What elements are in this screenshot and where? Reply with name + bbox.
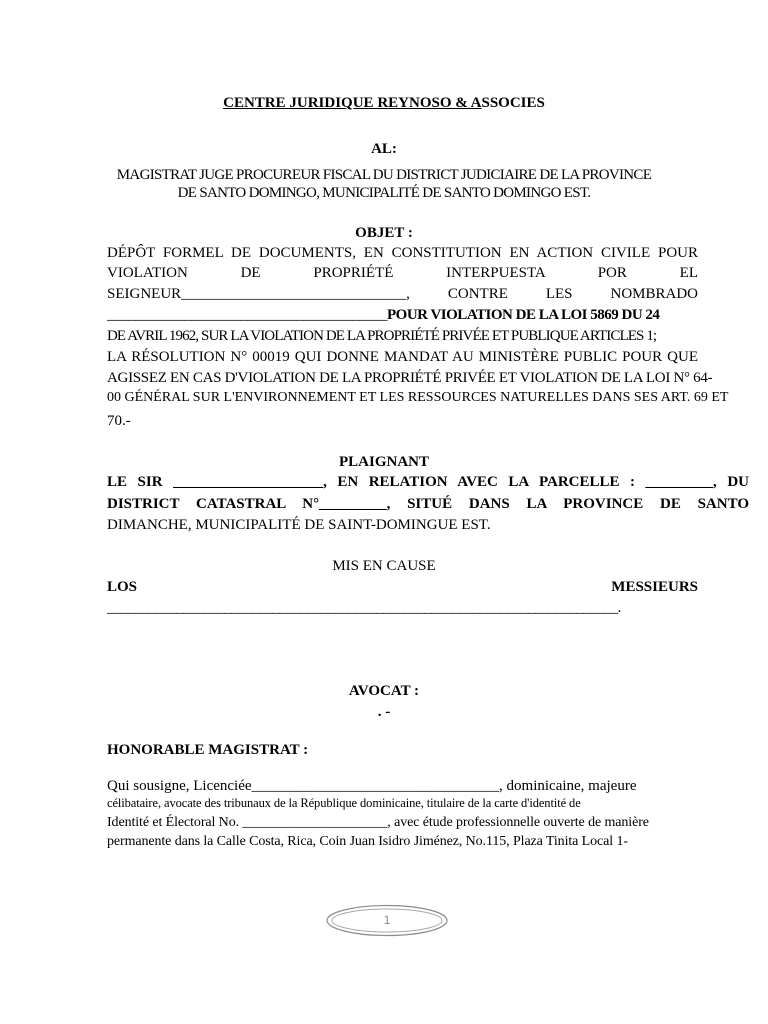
objet-label: OBJET : bbox=[355, 225, 413, 241]
plaignant-line-3: DIMANCHE, MUNICIPALITÉ DE SAINT-DOMINGUE EST. bbox=[107, 517, 491, 533]
plaignant-line-2: DISTRICT CATASTRAL N°_________, SITUÉ DANS LA PROVINCE DE SANTO bbox=[107, 496, 749, 512]
mis-en-cause-line-2: __________________________________________________________________________. bbox=[107, 600, 621, 616]
objet-line-9: 70.- bbox=[107, 413, 131, 429]
objet-law-reference: POUR VIOLATION DE LA LOI 5869 DU 24 bbox=[387, 307, 660, 323]
body-line-2: célibataire, avocate des tribunaux de la République dominicaine, titulaire de la carte d'identité de bbox=[107, 796, 581, 810]
document-title-underlined: CENTRE JURIDIQUE REYNOSO & A bbox=[223, 95, 482, 111]
mis-en-cause-line-1: LOS MESSIEURS bbox=[107, 579, 698, 595]
objet-line-2: VIOLATION DE PROPRIÉTÉ INTERPUESTA POR EL bbox=[107, 265, 698, 281]
objet-line-7: AGISSEZ EN CAS D'VIOLATION DE LA PROPRIÉTÉ PRIVÉE ET VIOLATION DE LA LOI N° 64- bbox=[107, 370, 713, 386]
plaignant-label: PLAIGNANT bbox=[338, 454, 429, 470]
objet-line-4 bbox=[107, 308, 659, 323]
document-title bbox=[0, 96, 768, 111]
avocat-value: . - bbox=[377, 704, 391, 720]
objet-blank-line: ________________________________________ bbox=[107, 307, 387, 323]
body-line-1: Qui sousigne, Licenciée_________________________________, dominicaine, majeure bbox=[107, 778, 637, 794]
objet-line-3: SEIGNEUR______________________________, CONTRE LES NOMBRADO bbox=[107, 286, 698, 302]
document-title-rest: SSOCIES bbox=[481, 95, 545, 111]
objet-line-1: DÉPÔT FORMEL DE DOCUMENTS, EN CONSTITUTION EN ACTION CIVILE POUR bbox=[107, 245, 698, 261]
body-line-4: permanente dans la Calle Costa, Rica, Coin Juan Isidro Jiménez, No.115, Plaza Tinita Local 1- bbox=[107, 834, 628, 849]
plaignant-line-1: LE SIR ____________________, EN RELATION AVEC LA PARCELLE : _________, DU bbox=[107, 474, 749, 490]
salutation: HONORABLE MAGISTRAT : bbox=[107, 742, 309, 758]
recipient-line-1: MAGISTRAT JUGE PROCUREUR FISCAL DU DISTRICT JUDICIAIRE DE LA PROVINCE bbox=[116, 167, 652, 183]
recipient-label: AL: bbox=[371, 141, 397, 157]
avocat-label: AVOCAT : bbox=[348, 683, 420, 699]
page-number: 1 bbox=[383, 913, 391, 927]
objet-line-5: DE AVRIL 1962, SUR LA VIOLATION DE LA PROPRIÉTÉ PRIVÉE ET PUBLIQUE ARTICLES 1; bbox=[107, 328, 657, 344]
mis-en-cause-label: MIS EN CAUSE bbox=[332, 558, 436, 574]
recipient-line-2: DE SANTO DOMINGO, MUNICIPALITÉ DE SANTO DOMINGO EST. bbox=[177, 185, 591, 201]
objet-line-6: LA RÉSOLUTION N° 00019 QUI DONNE MANDAT AU MINISTÈRE PUBLIC POUR QUE bbox=[107, 349, 698, 365]
objet-line-8: 00 GÉNÉRAL SUR L'ENVIRONNEMENT ET LES RESSOURCES NATURELLES DANS SES ART. 69 ET bbox=[107, 390, 729, 405]
body-line-3: Identité et Électoral No. _____________________, avec étude professionnelle ouverte de manière bbox=[107, 815, 649, 830]
